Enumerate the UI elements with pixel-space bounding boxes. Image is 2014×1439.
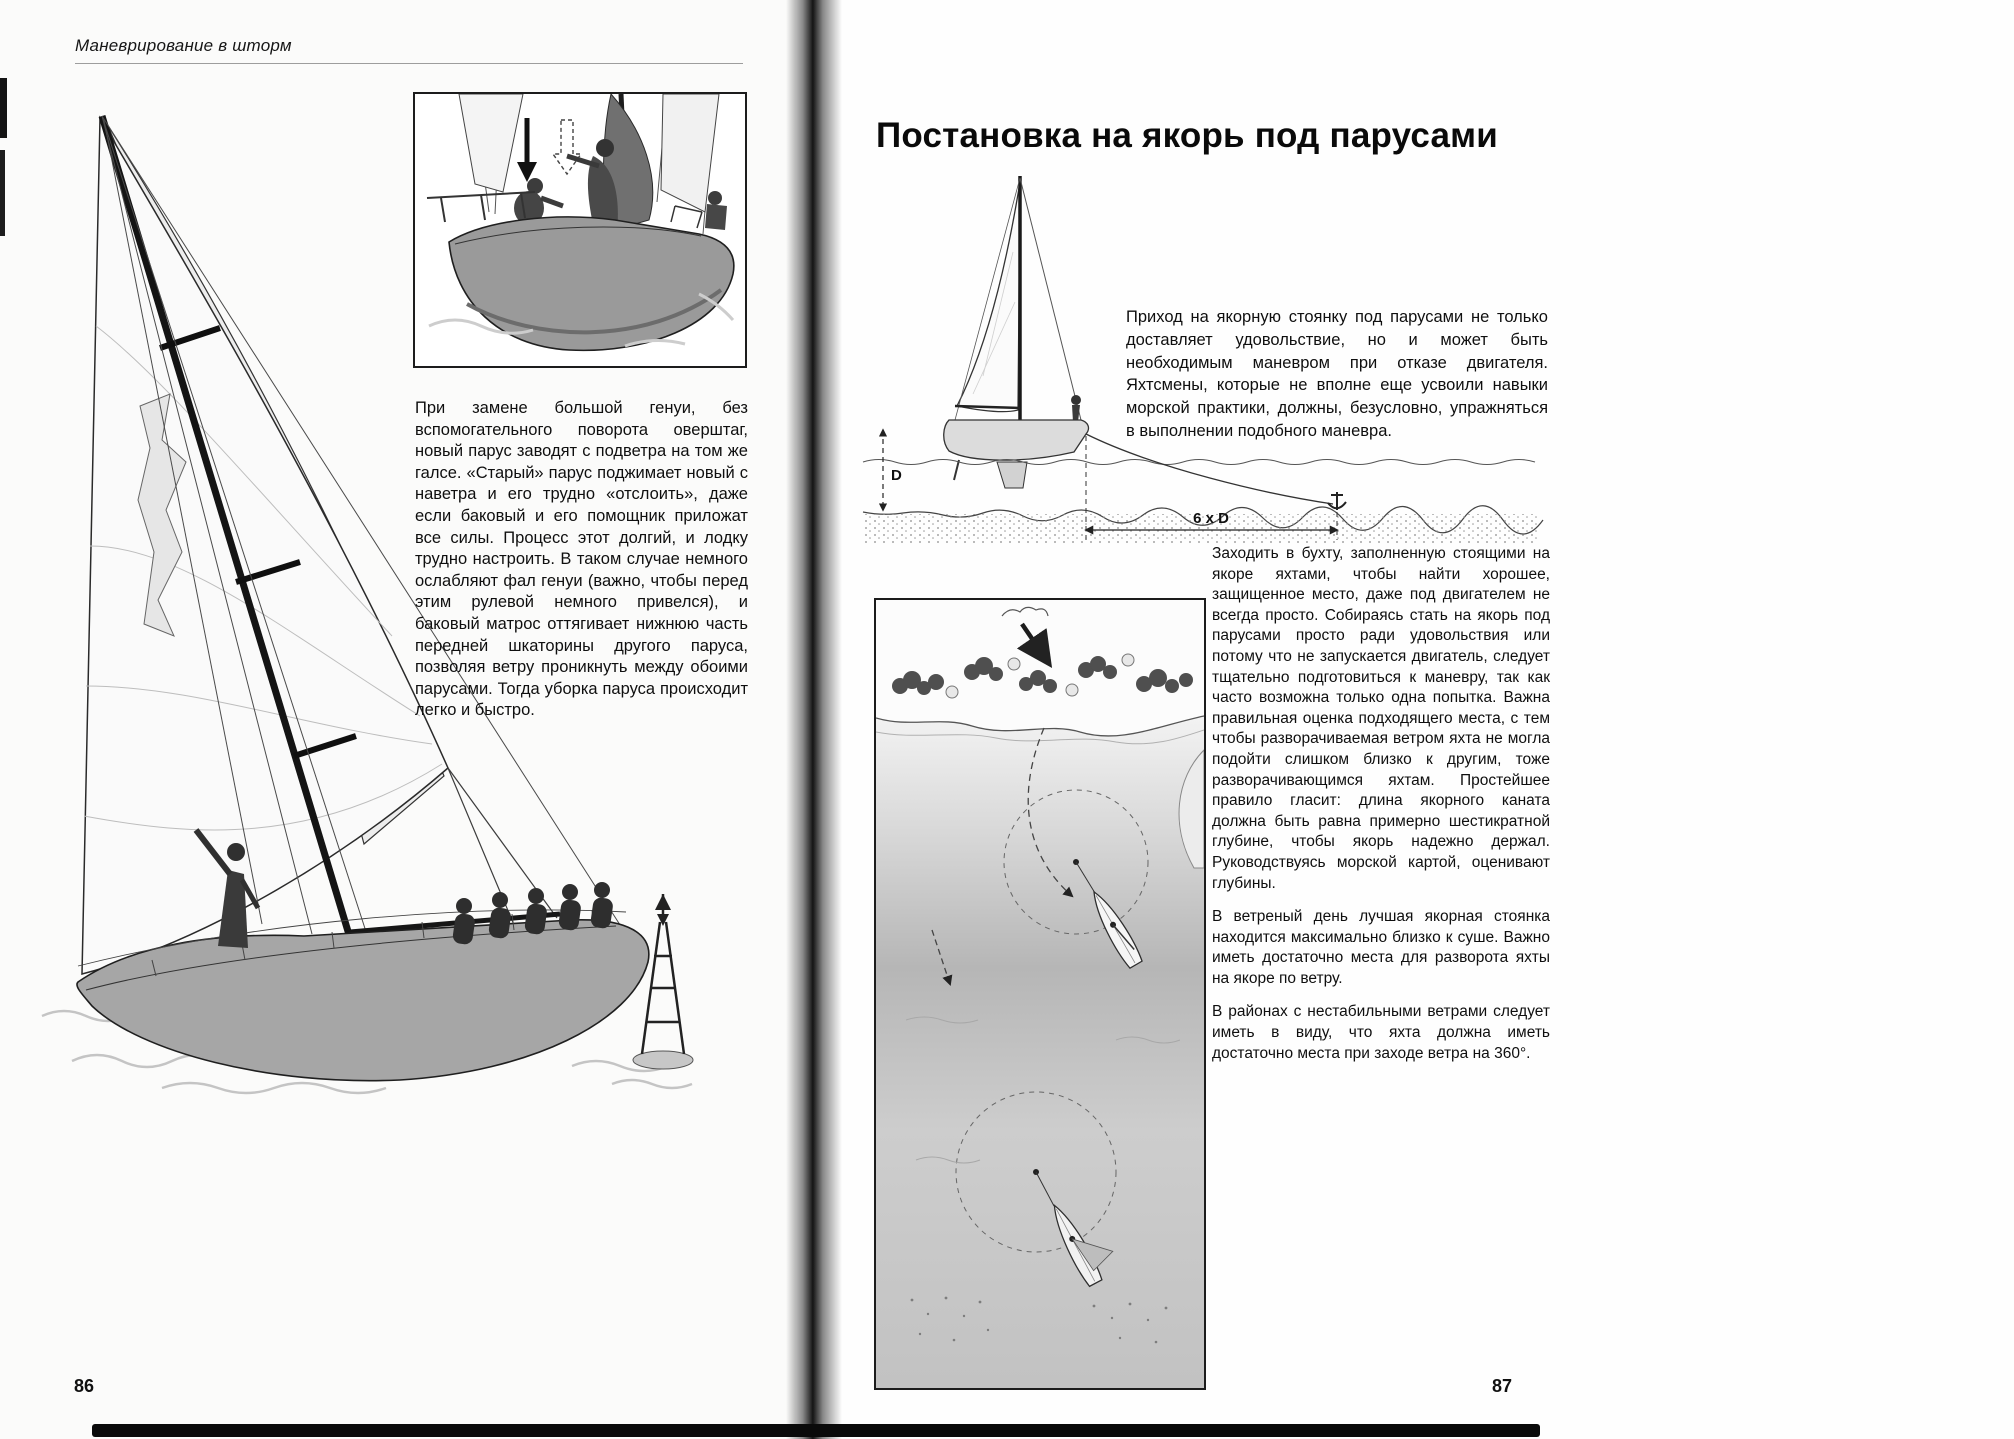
bay-anchorage-illustration xyxy=(874,598,1206,1390)
rudder xyxy=(954,460,959,480)
depth-label: D xyxy=(891,467,902,484)
waterline xyxy=(863,460,1535,465)
running-head: Маневрирование в шторм xyxy=(75,36,292,55)
depth-marker xyxy=(883,430,902,510)
anchored-yacht xyxy=(944,176,1089,488)
scan-bottom-edge xyxy=(92,1424,1540,1437)
right-text-column xyxy=(1212,544,1550,1064)
dashed-arrow-icon xyxy=(553,120,581,174)
book-gutter xyxy=(786,0,842,1439)
running-head-rule xyxy=(75,63,743,64)
beacon-tower xyxy=(633,894,693,1069)
bay-water xyxy=(876,710,1204,1388)
inset-scene xyxy=(415,94,745,366)
bow-crewman xyxy=(1071,395,1081,422)
scan-left-edge xyxy=(0,78,7,138)
down-arrow-icon xyxy=(517,118,537,182)
anchor-rode xyxy=(1086,434,1333,504)
anchorage-choice-paragraph: Заходить в бухту, заполненную стоящими на якоре яхтами, чтобы найти хорошее, защищенное место, даже под двигателем не всегда просто. Собираясь стать на якорь под парусами просто ради удовольствия или потому что не запускается двигатель, следует тщательно подготовиться к маневру, так как часто возможна только одна попытка. Важна правильная оценка подходящего места, с тем чтобы разворачиваемая ветром яхта не могла подойти слишком близко к другим, тоже разворачивающимся яхтам. Простейшее правило гласит: длина якорного каната должна быть равна примерно шестикратной глубине, чтобы якорь надежно держал. Руководствуясь морской картой, оценивают глубины. xyxy=(1212,545,1550,892)
intro-paragraph: Приход на якорную стоянку под парусами не только доставляет удовольствие, но и может быть необходимым маневром при отказе двигателя. Яхтсмены, которые не вполне еще усвоили навыки морской практики, должны, безусловно, упражняться в выполнении подобного маневра. xyxy=(1126,308,1548,440)
left-body-text: При замене большой генуи, без вспомогательного поворота оверштаг, новый парус заводят с подветра на том же галсе. «Старый» парус поджимает новый с наветра и его трудно «отслоить», даже если баковый и его помощник приложат все силы. Процесс этот долгий, и лодку трудно настроить. В таком случае немного ослабляют фал генуи (важно, чтобы перед этим рулевой немного привелся), и баковый матрос оттягивает нижнюю часть передней шкаторины другого паруса, позволяя ветру проникнуть между обоими парусами. Тогда уборка паруса происходит легко и быстро. xyxy=(415,399,748,720)
keel xyxy=(997,462,1027,488)
scan-left-edge xyxy=(0,150,5,236)
yacht-hull xyxy=(944,420,1089,460)
chapter-title: Постановка на якорь под парусами xyxy=(876,116,1498,155)
stern-crewman xyxy=(705,191,727,230)
land xyxy=(876,600,1204,736)
unstable-wind-paragraph: В районах с нестабильными ветрами следует иметь в виду, что яхта должна иметь достаточно места при заходе ветра на 360°. xyxy=(1212,1003,1550,1062)
scope-label: 6 x D xyxy=(1193,510,1229,527)
windy-day-paragraph: В ветреный день лучшая якорная стоянка находится максимально близко к суше. Важно иметь достаточно места для разворота яхты на якоре по ветру. xyxy=(1212,908,1550,987)
genoa-sails xyxy=(82,118,448,974)
bay-scene xyxy=(876,600,1204,1388)
page-number-left: 86 xyxy=(74,1376,95,1396)
page-number-right: 87 xyxy=(1492,1376,1513,1396)
anchor-icon xyxy=(1328,492,1346,510)
inset-left-sail xyxy=(459,94,523,192)
sail-change-inset-illustration xyxy=(413,92,747,368)
